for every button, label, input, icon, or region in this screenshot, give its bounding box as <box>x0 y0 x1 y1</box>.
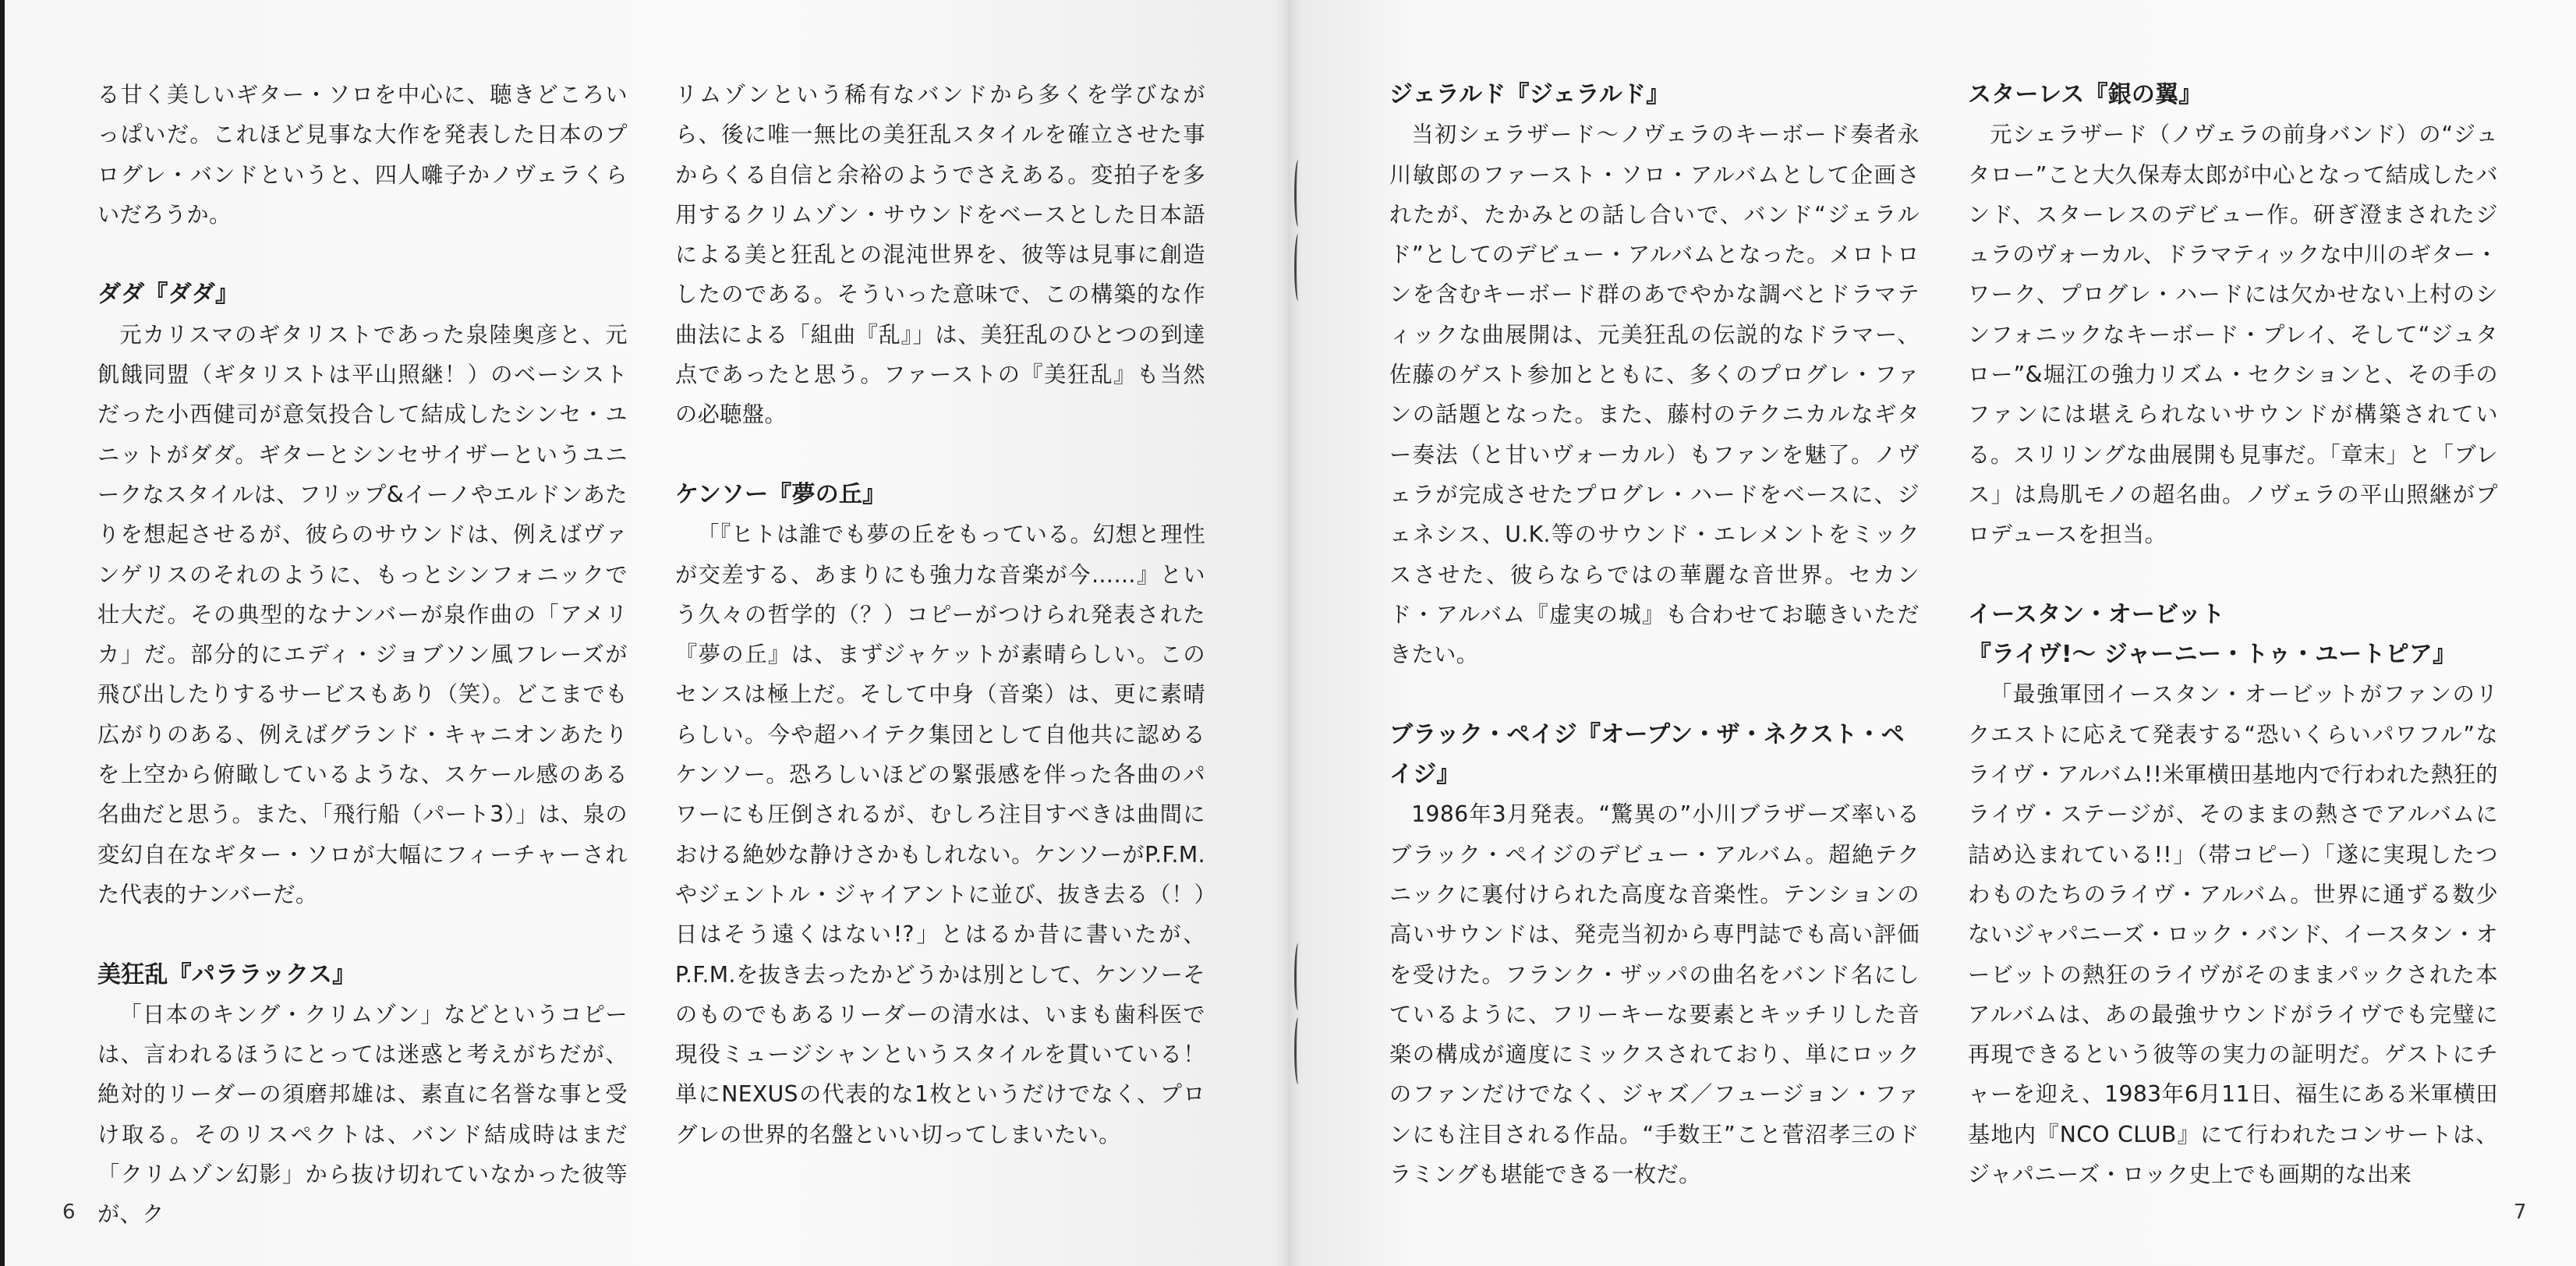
page-number-right: 7 <box>2514 1201 2527 1224</box>
right-page-column-1 <box>1389 75 1920 1194</box>
staple-lower-2 <box>1294 1017 1304 1084</box>
section-heading-kenso: ケンソー『夢の丘』 <box>675 480 886 508</box>
bikyoran-continued-text: リムゾンという稀有なバンドから多くを学びながら、後に唯一無比の美狂乱スタイルを確立させた事からくる自信と余裕のようでさえある。変拍子を多用するクリムゾン・サウンドをベースとした日本語による美と狂乱との混沌世界を、彼等は見事に創造したのである。そういった意味で、この構築的な作曲法による「組曲『乱』」は、美狂乱のひとつの到達点であったと思う。ファーストの『美狂乱』も当然の必聴盤。 <box>675 82 1205 428</box>
section-body-gerard: 当初シェラザード～ノヴェラのキーボード奏者永川敏郎のファースト・ソロ・アルバムとして企画されたが、たかみとの話し合いで、バンド“ジェラルド”としてのデビュー・アルバムとなった。メロトロンを含むキーボード群のあでやかな調べとドラマティックな曲展開は、元美狂乱の伝説的なドラマー、佐藤のゲスト参加とともに、多くのプログレ・ファンの話題となった。また、藤村のテクニカルなギター奏法（と甘いヴォーカル）もファンを魅了。ノヴェラが完成させたプログレ・ハードをベースに、ジェネシス、U.K.等のサウンド・エレメントをミックスさせた、彼らならではの華麗な音世界。セカンド・アルバム『虚実の城』も合わせてお聴きいただきたい。 <box>1389 122 1920 668</box>
section-body-starless: 元シェラザード（ノヴェラの前身バンド）の“ジュタロー”こと大久保寿太郎が中心となって結成したバンド、スターレスのデビュー作。研ぎ澄まされたジュラのヴォーカル、ドラマティックな中川のギター・ワーク、プログレ・ハードには欠かせない上村のシンフォニックなキーボード・プレイ、そして“ジュタロー”&堀江の強力リズム・セクションと、その手のファンには堪えられないサウンドが構築されている。スリリングな曲展開も見事だ。「章末」と「ブレス」は鳥肌モノの超名曲。ノヴェラの平山照継がプロデュースを担当。 <box>1968 122 2498 548</box>
section-heading-gerard: ジェラルド『ジェラルド』 <box>1389 81 1670 108</box>
intro-continued-text: る甘く美しいギター・ソロを中心に、聴きどころいっぱいだ。これほど見事な大作を発表した日本のプログレ・バンドというと、四人囃子かノヴェラくらいだろうか。 <box>97 82 628 228</box>
section-subheading-eastern-orbit: 『ライヴ!～ ジャーニー・トゥ・ユートピア』 <box>1968 641 2457 669</box>
right-page-column-2 <box>1968 75 2498 1194</box>
left-page-column-1 <box>97 75 628 1235</box>
section-heading-bikyoran: 美狂乱『パララックス』 <box>97 960 356 988</box>
staple-upper-2 <box>1294 234 1304 301</box>
section-heading-dada: ダダ『ダダ』 <box>97 281 239 309</box>
section-body-dada: 元カリスマのギタリストであった泉陸奥彦と、元飢餓同盟（ギタリストは平山照継！）のベーシストだった小西健司が意気投合して結成したシンセ・ユニットがダダ。ギターとシンセサイザーというユニークなスタイルは、フリップ&イーノやエルドンあたりを想起させるが、彼らのサウンドは、例えばヴァンゲリスのそれのように、もっとシンフォニックで壮大だ。その典型的なナンバーが泉作曲の「アメリカ」だ。部分的にエディ・ジョブソン風フレーズが飛び出したりするサービスもあり（笑）。どこまでも広がりのある、例えばグランド・キャニオンあたりを上空から俯瞰しているような、スケール感のある名曲だと思う。また、「飛行船（パート3）」は、泉の変幻自在なギター・ソロが大幅にフィーチャーされた代表的ナンバーだ。 <box>97 321 628 907</box>
section-heading-eastern-orbit: イースタン・オービット <box>1968 600 2225 628</box>
section-heading-starless: スターレス『銀の翼』 <box>1968 81 2203 108</box>
staple-upper-1 <box>1294 160 1304 227</box>
section-heading-black-page: ブラック・ペイジ『オープン・ザ・ネクスト・ペイジ』 <box>1389 720 1905 789</box>
left-page-column-2 <box>675 75 1205 1155</box>
page-number-left: 6 <box>62 1201 76 1224</box>
right-page <box>1288 0 2576 1266</box>
section-body-bikyoran: 「日本のキング・クリムゾン」などというコピーは、言われるほうにとっては迷惑と考えがちだが、絶対的リーダーの須磨邦雄は、素直に名誉な事と受け取る。そのリスペクトは、バンド結成時はまだ「クリムゾン幻影」から抜け切れていなかった彼等が、ク <box>97 1001 628 1228</box>
section-body-kenso: 「『ヒトは誰でも夢の丘をもっている。幻想と理性が交差する、あまりにも強力な音楽が今……』という久々の哲学的（？）コピーがつけられ発表された『夢の丘』は、まずジャケットが素晴らしい。このセンスは極上だ。そして中身（音楽）は、更に素晴らしい。今や超ハイテク集団として自他共に認めるケンソー。恐ろしいほどの緊張感を伴った各曲のパワーにも圧倒されるが、むしろ注目すべきは曲間における絶妙な静けさかもしれない。ケンソーがP.F.M.やジェントル・ジャイアントに並び、抜き去る（！）日はそう遠くはない!?」とはるか昔に書いたが、P.F.M.を抜き去ったかどうかは別として、ケンソーそのものでもあるリーダーの清水は、いまも歯科医で現役ミュージシャンというスタイルを貫いている！単にNEXUSの代表的な1枚というだけでなく、プログレの世界的名盤といい切ってしまいたい。 <box>675 522 1205 1148</box>
section-body-black-page: 1986年3月発表。“驚異の”小川ブラザーズ率いるブラック・ペイジのデビュー・アルバム。超絶テクニックに裏付けられた高度な音楽性。テンションの高いサウンドは、発売当初から専門誌でも高い評価を受けた。フランク・ザッパの曲名をバンド名にしているように、フリーキーな要素とキッチリした音楽の構成が適度にミックスされており、単にロックのファンだけでなく、ジャズ／フュージョン・ファンにも注目される作品。“手数王”こと菅沼孝三のドラミングも堪能できる一枚だ。 <box>1389 801 1920 1188</box>
page-edge <box>0 0 5 1266</box>
staple-lower-1 <box>1294 943 1304 1010</box>
section-body-eastern-orbit: 「最強軍団イースタン・オービットがファンのリクエストに応えて発表する“恐いくらいパワフル”なライヴ・アルバム!!米軍横田基地内で行われた熱狂的ライヴ・ステージが、そのままの熱さでアルバムに詰め込まれている!!」（帯コピー）「遂に実現したつわものたちのライヴ・アルバム。世界に通ずる数少ないジャパニーズ・ロック・バンド、イースタン・オービットの熱狂のライヴがそのままパックされた本アルバムは、あの最強サウンドがライヴでも完璧に再現できるという彼等の実力の証明だ。ゲストにチャーを迎え、1983年6月11日、福生にある米軍横田基地内『NCO CLUB』にて行われたコンサートは、ジャパニーズ・ロック史上でも画期的な出来 <box>1968 681 2498 1188</box>
